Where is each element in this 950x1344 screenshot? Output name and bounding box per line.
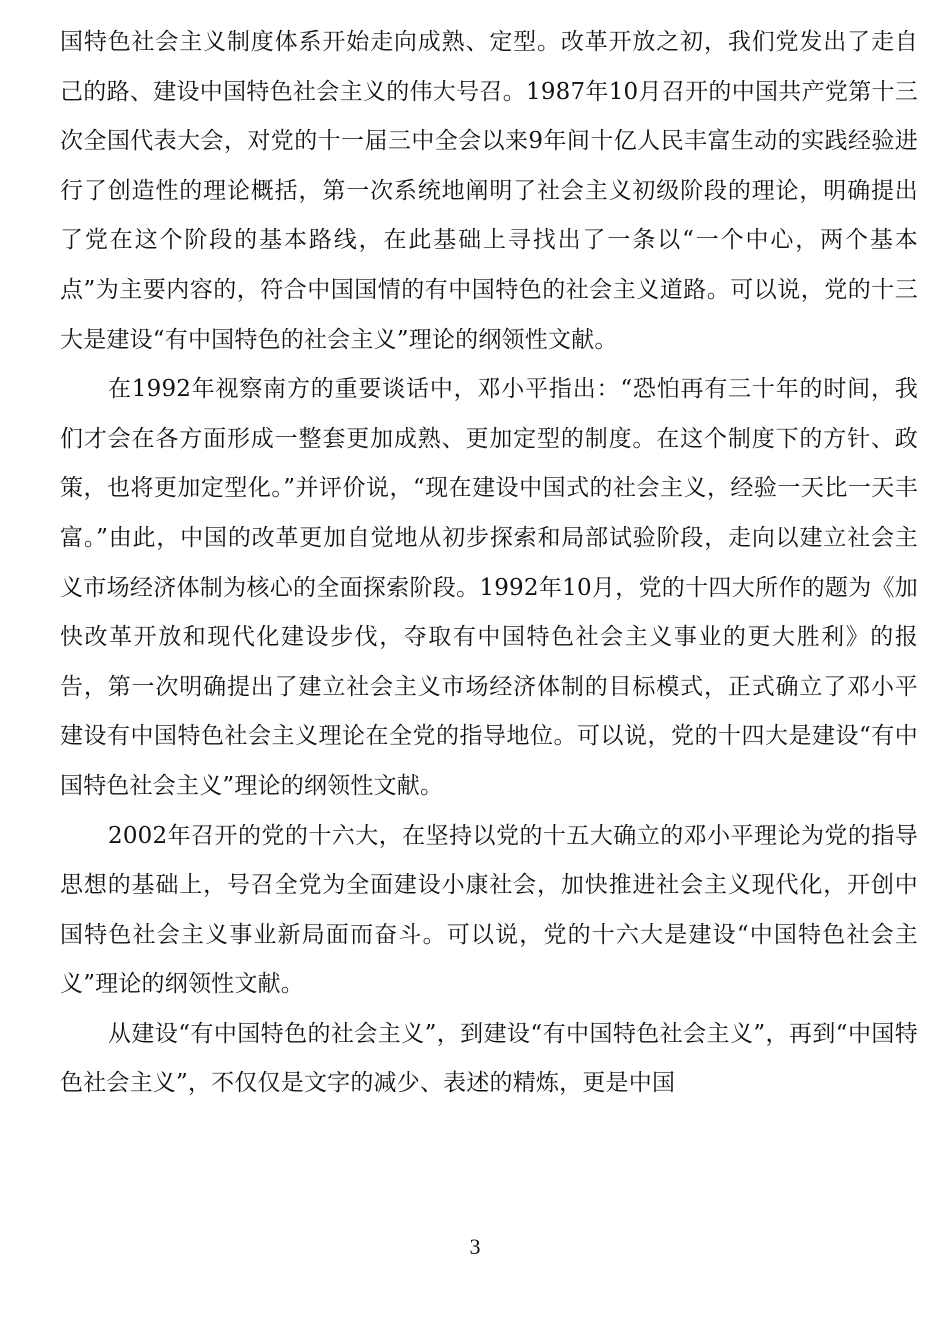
body-text xyxy=(60,18,918,1109)
paragraph-3: 2002年召开的党的十六大，在坚持以党的十五大确立的邓小平理论为党的指导思想的基础上，号召全党为全面建设小康社会，加快推进社会主义现代化，开创中国特色社会主义事业新局面而奋斗。可以说，党的十六大是建设“中国特色社会主义”理论的纲领性文献。 xyxy=(60,822,918,998)
paragraph-4: 从建设“有中国特色的社会主义”，到建设“有中国特色社会主义”，再到“中国特色社会主义”，不仅仅是文字的减少、表述的精炼，更是中国 xyxy=(60,1020,918,1097)
paragraph-1: 国特色社会主义制度体系开始走向成熟、定型。改革开放之初，我们党发出了走自己的路、建设中国特色社会主义的伟大号召。1987年10月召开的中国共产党第十三次全国代表大会，对党的十一届三中全会以来9年间十亿人民丰富生动的实践经验进行了创造性的理论概括，第一次系统地阐明了社会主义初级阶段的理论，明确提出了党在这个阶段的基本路线，在此基础上寻找出了一条以“一个中心，两个基本点”为主要内容的，符合中国国情的有中国特色的社会主义道路。可以说，党的十三大是建设“有中国特色的社会主义”理论的纲领性文献。 xyxy=(60,29,918,353)
paragraph-2: 在1992年视察南方的重要谈话中，邓小平指出：“恐怕再有三十年的时间，我们才会在各方面形成一整套更加成熟、更加定型的制度。在这个制度下的方针、政策，也将更加定型化。”并评价说，“现在建设中国式的社会主义，经验一天比一天丰富。”由此，中国的改革更加自觉地从初步探索和局部试验阶段，走向以建立社会主义市场经济体制为核心的全面探索阶段。1992年10月，党的十四大所作的题为《加快改革开放和现代化建设步伐，夺取有中国特色社会主义事业的更大胜利》的报告，第一次明确提出了建立社会主义市场经济体制的目标模式，正式确立了邓小平建设有中国特色社会主义理论在全党的指导地位。可以说，党的十四大是建设“有中国特色社会主义”理论的纲领性文献。 xyxy=(60,376,918,799)
page-number: 3 xyxy=(469,1234,481,1259)
